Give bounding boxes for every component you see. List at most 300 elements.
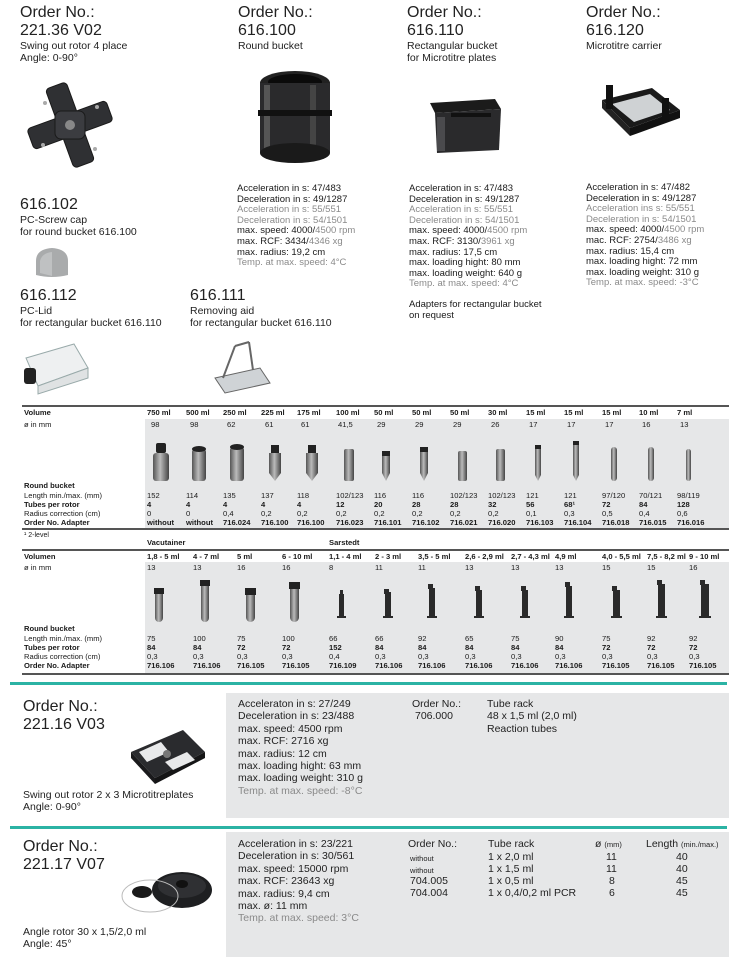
cell: 0,3 — [465, 652, 476, 661]
cell: 102/123 — [450, 491, 478, 500]
order-number: 616.111 — [190, 287, 246, 304]
row-label: Tubes per rotor — [24, 643, 80, 652]
cell: 716.109 — [329, 661, 357, 670]
cell: 72 — [689, 643, 698, 652]
cell: 13 — [555, 563, 564, 572]
adapter-note-2: on request — [409, 309, 454, 321]
cell-order: without — [410, 854, 434, 863]
row-label: Radius correction (cm) — [24, 509, 101, 518]
cell: 716.102 — [412, 518, 440, 527]
spec-line: max. loading hight: 63 mm — [238, 760, 362, 773]
cell: 97/120 — [602, 491, 626, 500]
cell: 716.105 — [282, 661, 310, 670]
order-number: 221.16 V03 — [23, 716, 105, 733]
accessory-desc-2: for round bucket 616.100 — [20, 226, 137, 238]
row-label: Order No. Adapter — [24, 661, 90, 670]
cell: 20 — [374, 500, 383, 509]
spec-line: Acceleration in s: 23/221 — [238, 838, 353, 850]
cell: 250 ml — [223, 408, 247, 417]
rack-table-header — [408, 838, 728, 851]
cell: 175 ml — [297, 408, 321, 417]
rotor-221-16-desc — [23, 789, 193, 813]
cell: 102/123 — [336, 491, 364, 500]
swing-rotor-4-place-image — [15, 75, 125, 175]
cell: 92 — [418, 634, 427, 643]
cell: 75 — [511, 634, 520, 643]
cell: 0,2 — [297, 509, 308, 518]
spec-line-muted: Acceleration in s: 55/551 — [237, 204, 342, 216]
accessory-desc-2: for rectangular bucket 616.110 — [190, 317, 332, 329]
header-rack: Tube rack — [488, 838, 535, 850]
cell-diameter: 11 — [606, 851, 617, 863]
order-label: Order No.: — [586, 4, 661, 21]
rectangular-bucket-image — [425, 95, 505, 160]
spec-line: max. speed: 4500 rpm — [238, 722, 343, 735]
cell: 13 — [511, 563, 520, 572]
spec-line: max. radius: 17,5 cm — [409, 246, 498, 258]
order-number: 706.000 — [415, 710, 453, 723]
cell: 13 — [680, 420, 689, 429]
cell: 716.105 — [689, 661, 717, 670]
rack-table-row — [408, 887, 728, 899]
cell: 50 ml — [412, 408, 432, 417]
spec-value-muted: 4500 rpm — [487, 225, 528, 237]
spec-value-muted: 3486 xg — [657, 234, 692, 246]
cell: 16 — [689, 563, 698, 572]
spec-line: max. RCF: 2716 xg — [238, 735, 329, 748]
spec-value-muted: 3961 xg — [480, 235, 515, 247]
cell: 4,9 ml — [555, 552, 577, 561]
cell: 500 ml — [186, 408, 210, 417]
cell: 90 — [555, 634, 564, 643]
row-label: Volumen — [24, 552, 56, 561]
spec-line: Acceleration in s: 47/483 — [409, 183, 514, 194]
cell-length: 40 — [676, 851, 688, 863]
cell: 716.105 — [602, 661, 630, 670]
cell: 0,2 — [450, 509, 461, 518]
cell: 128 — [677, 500, 690, 509]
cell-diameter: 11 — [606, 863, 617, 875]
table1-top-rule — [22, 405, 729, 407]
cell: 16 — [642, 420, 651, 429]
cell: 70/121 — [639, 491, 663, 500]
cell-order: 704.004 — [410, 887, 448, 899]
order-label: Order No.: — [238, 4, 313, 21]
cell: 225 ml — [261, 408, 285, 417]
cell: 750 ml — [147, 408, 171, 417]
cell: 102/123 — [488, 491, 516, 500]
spec-line-muted: Temp. at max. speed: 4°C — [237, 257, 347, 269]
accessory-desc: PC-Lid — [20, 305, 53, 317]
cell: 116 — [374, 491, 387, 500]
order-label: Order No.: — [412, 698, 462, 710]
cell: 716.020 — [488, 518, 516, 527]
adapter-note: Adapters for rectangular bucket — [409, 298, 542, 310]
table1-tube-illustrations — [142, 435, 732, 485]
order-number: 616.100 — [238, 22, 296, 39]
cell: 716.015 — [639, 518, 667, 527]
cell-rack: 1 x 0,4/0,2 ml PCR — [488, 887, 577, 899]
cell: 716.106 — [193, 661, 221, 670]
accessory-616-112 — [20, 287, 162, 329]
cell: 84 — [511, 643, 520, 652]
cell: without — [186, 518, 213, 527]
cell: 7 ml — [677, 408, 693, 417]
cell: 41,5 — [338, 420, 353, 429]
cell: 716.105 — [647, 661, 675, 670]
table2-top-rule — [22, 549, 729, 551]
cell: 13 — [465, 563, 474, 572]
cell: 50 ml — [450, 408, 470, 417]
cell: 0,4 — [329, 652, 340, 661]
cell: 0,3 — [282, 652, 293, 661]
order-number: 616.120 — [586, 22, 644, 39]
cell-rack: 1 x 2,0 ml — [488, 851, 534, 863]
cell: 75 — [237, 634, 246, 643]
cell: 0,3 — [602, 652, 613, 661]
table1-bottom-rule — [22, 528, 729, 530]
cell: 84 — [418, 643, 427, 652]
row-label: Round bucket — [24, 624, 75, 633]
table1-volume-row — [22, 408, 729, 418]
cell: 66 — [329, 634, 338, 643]
spec-value: max. speed: 4000/ — [409, 225, 488, 237]
accessory-desc: PC-Screw cap — [20, 214, 88, 226]
spec-line: max. loading weight: 310 g — [586, 266, 700, 278]
cell: 72 — [237, 643, 246, 652]
cell: 716.016 — [677, 518, 705, 527]
cell: 2 - 3 ml — [375, 552, 402, 561]
cell: 61 — [301, 420, 310, 429]
cell: 1,1 - 4 ml — [329, 552, 362, 561]
cell: 135 — [223, 491, 236, 500]
row-label: Tubes per rotor — [24, 500, 80, 509]
product-221-36-header — [20, 4, 127, 64]
spec-value: max. RCF: 3434/ — [237, 235, 309, 247]
table1-bucket-row — [22, 481, 729, 491]
spec-value: max. speed: 4000/ — [586, 224, 665, 236]
cell: 152 — [329, 643, 342, 652]
cell: 26 — [491, 420, 500, 429]
cell: 116 — [412, 491, 425, 500]
table2-group-row — [22, 538, 729, 548]
spec-line-muted: Temp. at max. speed: 4°C — [409, 278, 519, 290]
spec-line: Deceleration in s: 23/488 — [238, 710, 355, 723]
cell: 0,3 — [193, 652, 204, 661]
cell: 716.101 — [374, 518, 402, 527]
footnote: ¹ 2-level — [24, 532, 49, 539]
spec-line: max. radius: 19,2 cm — [237, 246, 326, 258]
cell-length: 45 — [676, 887, 688, 899]
microtitre-rotor-image — [125, 722, 210, 784]
spec-value-muted: 4500 rpm — [315, 225, 356, 237]
cell-rack: 1 x 1,5 ml — [488, 863, 534, 875]
round-bucket-image — [250, 65, 340, 175]
cell-length: 40 — [676, 863, 688, 875]
cell: 0,3 — [511, 652, 522, 661]
cell: 98 — [190, 420, 199, 429]
cell: 28 — [412, 500, 421, 509]
cell: 15 ml — [602, 408, 622, 417]
cell: 7,5 - 8,2 ml — [647, 552, 686, 561]
row-label: ø in mm — [24, 420, 52, 429]
cell: 0,3 — [555, 652, 566, 661]
spec-line-muted: Temp. at max. speed: -3°C — [586, 277, 699, 289]
cell: 98/119 — [677, 491, 700, 500]
cell: 61 — [265, 420, 274, 429]
cell: 4 — [223, 500, 228, 509]
accessory-616-111 — [190, 287, 332, 329]
product-616-110-header — [407, 4, 497, 64]
cell: 0,2 — [488, 509, 499, 518]
row-label: ø in mm — [24, 563, 52, 572]
cell: 0,1 — [526, 509, 537, 518]
accessory-desc-2: for rectangular bucket 616.110 — [20, 317, 162, 329]
spec-line: max. speed: 15000 rpm — [238, 862, 349, 875]
cell-order: without — [410, 866, 434, 875]
spec-line: max. radius: 15,4 cm — [586, 245, 675, 257]
cell: 62 — [227, 420, 236, 429]
cell: 11 — [418, 563, 426, 572]
cell: 2,6 - 2,9 ml — [465, 552, 504, 561]
rotor-221-17-rack-table — [408, 838, 728, 899]
rack-table-row — [408, 851, 728, 863]
accessory-line: Reaction tubes — [487, 722, 558, 735]
spec-line: Deceleration in s: 49/1287 — [586, 192, 697, 204]
cell: 10 ml — [639, 408, 659, 417]
cell: 0,2 — [374, 509, 385, 518]
cell: 716.018 — [602, 518, 630, 527]
cell: 98 — [151, 420, 160, 429]
rotor-221-17-header — [23, 838, 105, 874]
order-number: 616.102 — [20, 196, 78, 213]
rack-table-row — [408, 875, 728, 887]
microtitre-carrier-image — [592, 80, 687, 160]
round-bucket-specs — [237, 184, 355, 269]
order-number: 616.112 — [20, 287, 77, 304]
cell: 84 — [193, 643, 202, 652]
cell: 0,3 — [564, 509, 575, 518]
cell: 72 — [647, 643, 656, 652]
cell: 16 — [282, 563, 291, 572]
cell: 8 — [329, 563, 334, 572]
spec-line: max. loading weight: 640 g — [409, 267, 523, 279]
cell: 16 — [237, 563, 246, 572]
cell: 716.023 — [336, 518, 364, 527]
cell: 0,3 — [647, 652, 658, 661]
cell: 4 - 7 ml — [193, 552, 220, 561]
row-label: Round bucket — [24, 481, 75, 490]
cell: 716.106 — [147, 661, 175, 670]
spec-line: max. loading hight: 72 mm — [586, 256, 698, 268]
spec-line-muted: Acceleration in s: 55/551 — [409, 204, 514, 216]
group-label-sarstedt: Sarstedt — [329, 538, 360, 547]
spec-line-muted: Acceleration ins s: 55/551 — [586, 203, 695, 215]
removing-aid-image — [205, 338, 275, 396]
cell: 92 — [689, 634, 698, 643]
product-616-100-header — [238, 4, 313, 52]
cell: 0 — [186, 509, 191, 518]
spec-line-muted: Deceleration in s: 54/1501 — [586, 213, 697, 225]
row-label: Radius correction (cm) — [24, 652, 101, 661]
spec-line-muted: Temp. at max. speed: -8°C — [238, 784, 363, 797]
order-number: 221.17 V07 — [23, 856, 105, 873]
spec-line: Deceleration in s: 49/1287 — [237, 193, 348, 205]
section-divider — [10, 682, 727, 685]
cell: 716.106 — [511, 661, 539, 670]
cell: 0,4 — [639, 509, 650, 518]
cell: 100 ml — [336, 408, 360, 417]
cell: without — [147, 518, 174, 527]
header-length-unit: (min./max.) — [681, 840, 719, 849]
spec-value-muted: 4346 xg — [308, 235, 343, 247]
cell: 716.106 — [375, 661, 403, 670]
cell: 17 — [529, 420, 538, 429]
rotor-221-16-accessory-order — [412, 698, 461, 723]
rack-table-row — [408, 863, 728, 875]
angle-rotor-image — [120, 862, 215, 917]
microtitre-carrier-specs — [586, 183, 704, 289]
table1-diameter-row — [22, 420, 729, 430]
cell: 4 — [147, 500, 152, 509]
spec-line-muted: Deceleration in s: 54/1501 — [409, 214, 520, 226]
cell: 84 — [555, 643, 564, 652]
cell: 4 — [297, 500, 302, 509]
spec-line-muted: Deceleration in s: 54/1501 — [237, 214, 348, 226]
cell: 0,3 — [689, 652, 700, 661]
spec-line: Acceleration in s: 47/483 — [237, 183, 342, 194]
cell: 15 ml — [564, 408, 584, 417]
table2-order-row — [22, 661, 729, 671]
rotor-desc: Angle rotor 30 x 1,5/2,0 ml — [23, 926, 147, 938]
spec-line: max. ø: 11 mm — [238, 900, 308, 913]
cell: 4 — [186, 500, 191, 509]
order-number: 221.36 V02 — [20, 22, 102, 39]
cell: 30 ml — [488, 408, 508, 417]
cell: 716.024 — [223, 518, 251, 527]
cell: 121 — [526, 491, 539, 500]
row-label: Length min./max. (mm) — [24, 634, 103, 643]
spec-line: max. RCF: 23643 xg — [238, 875, 335, 888]
rect-bucket-specs — [409, 184, 542, 321]
spec-value: mac. RCF: 2754/ — [586, 234, 658, 246]
cell: 84 — [639, 500, 648, 509]
table2-diameter-row — [22, 563, 729, 573]
cell: 114 — [186, 491, 199, 500]
table2-volume-row — [22, 552, 729, 562]
row-label: Order No. Adapter — [24, 518, 90, 527]
header-diameter-unit: (mm) — [604, 840, 622, 849]
cell: 9 - 10 ml — [689, 552, 720, 561]
cell: 716.106 — [465, 661, 493, 670]
cell: 716.105 — [237, 661, 265, 670]
cell-length: 45 — [676, 875, 688, 887]
cell: 0 — [147, 509, 152, 518]
header-diameter: ø — [595, 838, 602, 850]
cell: 716.103 — [526, 518, 554, 527]
product-desc: Rectangular bucket — [407, 40, 498, 52]
order-label: Order No.: — [23, 838, 98, 855]
rotor-221-17-specs — [238, 838, 359, 925]
rotor-221-17-desc — [23, 926, 146, 950]
rotor-221-16-specs — [238, 698, 363, 797]
spec-line: max. loading hight: 80 mm — [409, 257, 521, 269]
cell: 716.106 — [555, 661, 583, 670]
cell: 75 — [147, 634, 156, 643]
cell: 152 — [147, 491, 160, 500]
cell: 28 — [450, 500, 459, 509]
cell: 17 — [605, 420, 614, 429]
cell: 0,3 — [237, 652, 248, 661]
product-616-120-header — [586, 4, 662, 52]
spec-value-muted: 4500 rpm — [664, 224, 705, 236]
cell: 0,2 — [412, 509, 423, 518]
screw-cap-image — [32, 245, 72, 280]
cell: 121 — [564, 491, 577, 500]
cell: 100 — [193, 634, 206, 643]
cell: 0,5 — [602, 509, 613, 518]
product-desc: Microtitre carrier — [586, 40, 662, 52]
spec-line-muted: Temp. at max. speed: 3°C — [238, 912, 359, 925]
spec-line-rcf — [409, 237, 542, 248]
product-angle: Angle: 0-90° — [20, 52, 78, 64]
cell: 0,3 — [147, 652, 158, 661]
cell: 12 — [336, 500, 345, 509]
cell-diameter: 6 — [609, 887, 615, 899]
spec-line: max. radius: 9,4 cm — [238, 887, 330, 900]
spec-line: Deceleration in s: 30/561 — [238, 850, 355, 863]
order-label: Order No.: — [23, 698, 98, 715]
cell-order: 704.005 — [410, 875, 448, 887]
header-order: Order No.: — [408, 838, 458, 850]
cell: 0,2 — [336, 509, 347, 518]
cell: 716.100 — [261, 518, 289, 527]
cell: 100 — [282, 634, 295, 643]
order-number: 616.110 — [407, 22, 464, 39]
cell: 0,3 — [418, 652, 429, 661]
rotor-desc: Swing out rotor 2 x 3 Microtitreplates — [23, 789, 194, 801]
cell: 15 ml — [526, 408, 546, 417]
rotor-angle: Angle: 45° — [23, 938, 72, 950]
cell: 84 — [375, 643, 384, 652]
spec-value: max. speed: 4000/ — [237, 225, 316, 237]
product-desc-2: for Microtitre plates — [407, 52, 497, 64]
rotor-angle: Angle: 0-90° — [23, 801, 81, 813]
cell: 75 — [602, 634, 611, 643]
cell: 1,8 - 5 ml — [147, 552, 180, 561]
section-divider — [10, 826, 727, 829]
cell: 716.021 — [450, 518, 478, 527]
cell: 118 — [297, 491, 310, 500]
cell: 50 ml — [374, 408, 394, 417]
cell: 56 — [526, 500, 535, 509]
group-label-vacutainer: Vacutainer — [147, 538, 186, 547]
cell: 29 — [415, 420, 424, 429]
cell: 137 — [261, 491, 274, 500]
cell: 716.104 — [564, 518, 592, 527]
order-label: Order No.: — [407, 4, 482, 21]
spec-line: Deceleration in s: 49/1287 — [409, 193, 520, 205]
cell: 29 — [377, 420, 386, 429]
cell: 84 — [147, 643, 156, 652]
cell: 6 - 10 ml — [282, 552, 313, 561]
order-label: Order No.: — [20, 4, 95, 21]
table1-order-row — [22, 518, 729, 528]
table2-bucket-row — [22, 624, 729, 634]
accessory-line: 48 x 1,5 ml (2,0 ml) — [487, 710, 577, 723]
cell-rack: 1 x 0,5 ml — [488, 875, 534, 887]
cell: 68¹ — [564, 500, 575, 509]
